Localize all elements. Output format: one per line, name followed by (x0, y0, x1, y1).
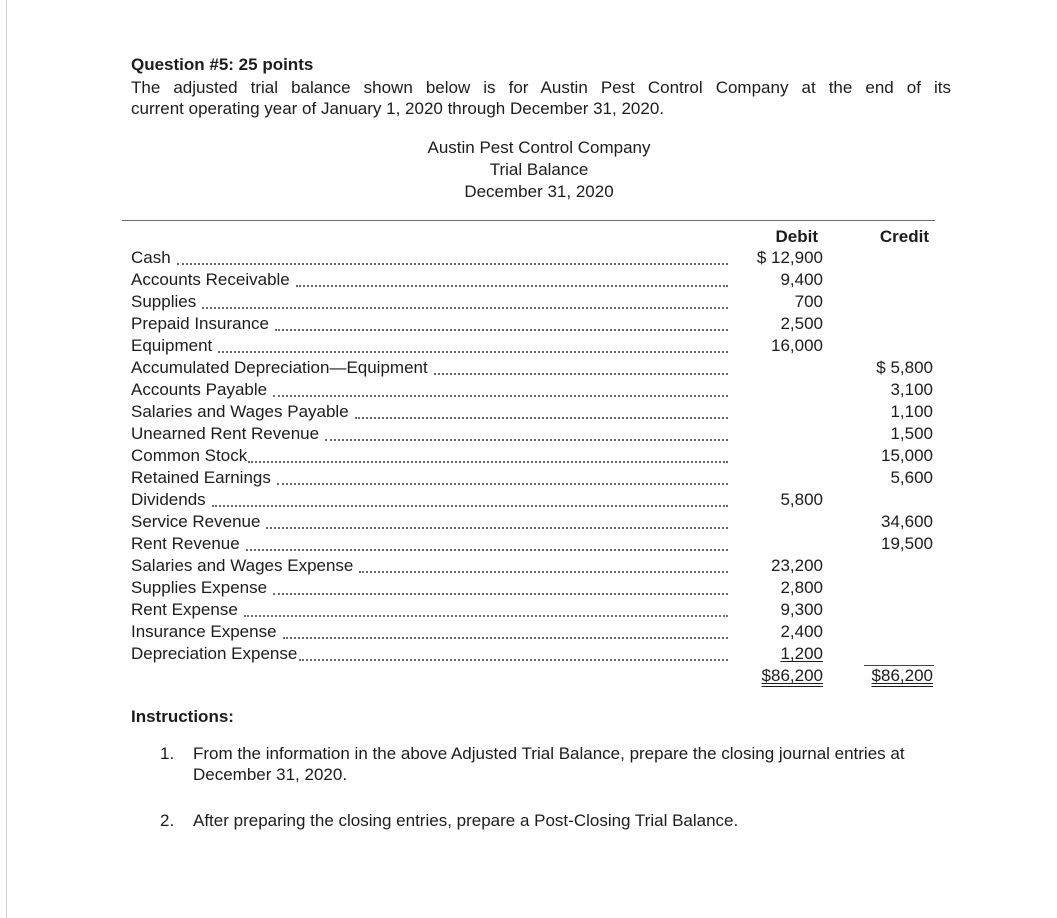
dot-leader (177, 258, 728, 265)
debit-amount: 700 (794, 292, 823, 311)
dot-leader (246, 544, 728, 551)
dot-leader (244, 610, 728, 617)
table-row (131, 269, 941, 291)
item-number: 2. (160, 811, 175, 830)
dot-leader (325, 434, 728, 441)
credit-amount: 3,100 (890, 380, 933, 399)
dot-leader (283, 632, 728, 639)
question-heading: Question #5: 25 points (131, 55, 314, 74)
dot-leader (296, 280, 728, 287)
credit-subtotal-rule (864, 665, 934, 666)
credit-amount: 15,000 (881, 446, 933, 465)
table-row (131, 621, 941, 643)
debit-amount: 16,000 (771, 336, 823, 355)
credit-total (839, 665, 933, 687)
credit-amount: 19,500 (881, 534, 933, 553)
account-name: Salaries and Wages Payable (131, 402, 349, 421)
account-name: Accumulated Depreciation—Equipment (131, 358, 428, 377)
table-row (131, 489, 941, 511)
account-name: Accounts Receivable (131, 270, 290, 289)
debit-amount: 5,800 (780, 490, 823, 509)
debit-amount: 2,400 (780, 622, 823, 641)
list-item (160, 743, 930, 785)
table-row (131, 357, 941, 379)
account-name: Rent Revenue (131, 534, 240, 553)
dot-leader (273, 588, 728, 595)
table-row (131, 291, 941, 313)
account-name: Unearned Rent Revenue (131, 424, 320, 443)
account-name: Cash (131, 248, 171, 267)
debit-amount: $ 12,900 (756, 248, 823, 267)
credit-amount: $ 5,800 (876, 358, 933, 377)
dot-leader (277, 478, 728, 485)
credit-total-value: $86,200 (871, 666, 933, 685)
table-row (131, 247, 941, 269)
instructions-heading: Instructions: (131, 707, 234, 726)
account-name: Supplies (131, 292, 197, 311)
item-text: From the information in the above Adjusted Trial Balance, prepare the closing journal entries at December 31, 2020. (193, 744, 905, 784)
table-row (131, 577, 941, 599)
table-row (131, 533, 941, 555)
statement-title: Trial Balance (489, 160, 589, 179)
dot-leader (218, 346, 728, 353)
dot-leader (359, 566, 728, 573)
debit-total-value: $86,200 (761, 666, 823, 685)
debit-amount: 2,800 (780, 578, 823, 597)
dot-leader (299, 654, 728, 661)
dot-leader (355, 412, 728, 419)
debit-column-header: Debit (775, 227, 818, 246)
credit-amount: 5,600 (890, 468, 933, 487)
account-name: Supplies Expense (131, 578, 268, 597)
dot-leader (202, 302, 728, 309)
page-left-border (6, 0, 7, 918)
last-debit-underlined: 1,200 (780, 644, 823, 663)
account-name: Depreciation Expense (131, 644, 298, 663)
question-intro (131, 77, 951, 119)
table-row (131, 401, 941, 423)
table-row (131, 599, 941, 621)
table-row (131, 445, 941, 467)
account-name: Dividends (131, 490, 206, 509)
account-name: Accounts Payable (131, 380, 268, 399)
debit-total (731, 665, 823, 687)
debit-amount: 23,200 (771, 556, 823, 575)
account-name: Equipment (131, 336, 213, 355)
trial-balance-table (131, 247, 941, 687)
account-name: Prepaid Insurance (131, 314, 269, 333)
account-name: Rent Expense (131, 600, 238, 619)
table-row (131, 511, 941, 533)
list-item (160, 810, 930, 831)
table-row (131, 335, 941, 357)
statement-title-block (339, 137, 739, 203)
item-number: 1. (160, 744, 175, 763)
dot-leader (248, 456, 728, 463)
account-name: Service Revenue (131, 512, 261, 531)
table-row (131, 467, 941, 489)
statement-date: December 31, 2020 (464, 182, 614, 201)
totals-row (131, 665, 941, 687)
debit-amount: 9,400 (780, 270, 823, 289)
table-row (131, 379, 941, 401)
credit-amount: 34,600 (881, 512, 933, 531)
intro-line-1: The adjusted trial balance shown below is for Austin Pest Control Company at the end of its (131, 78, 951, 97)
intro-line-2: current operating year of January 1, 2020 through December 31, 2020. (131, 99, 665, 118)
account-name: Retained Earnings (131, 468, 271, 487)
header-rule (122, 220, 935, 221)
account-name: Insurance Expense (131, 622, 277, 641)
dot-leader (266, 522, 728, 529)
instructions-list (160, 743, 930, 856)
dot-leader (273, 390, 728, 397)
item-text: After preparing the closing entries, prepare a Post-Closing Trial Balance. (193, 811, 739, 830)
table-row (131, 423, 941, 445)
dot-leader (434, 368, 728, 375)
debit-amount: 9,300 (780, 600, 823, 619)
dot-leader (275, 324, 728, 331)
company-name: Austin Pest Control Company (427, 138, 651, 157)
account-name: Common Stock (131, 446, 248, 465)
debit-amount (731, 643, 823, 665)
table-row (131, 313, 941, 335)
credit-amount: 1,500 (890, 424, 933, 443)
table-row (131, 555, 941, 577)
credit-column-header: Credit (879, 227, 929, 246)
debit-amount: 2,500 (780, 314, 823, 333)
table-row (131, 643, 941, 665)
account-name: Salaries and Wages Expense (131, 556, 354, 575)
dot-leader (212, 500, 728, 507)
credit-amount: 1,100 (890, 402, 933, 421)
